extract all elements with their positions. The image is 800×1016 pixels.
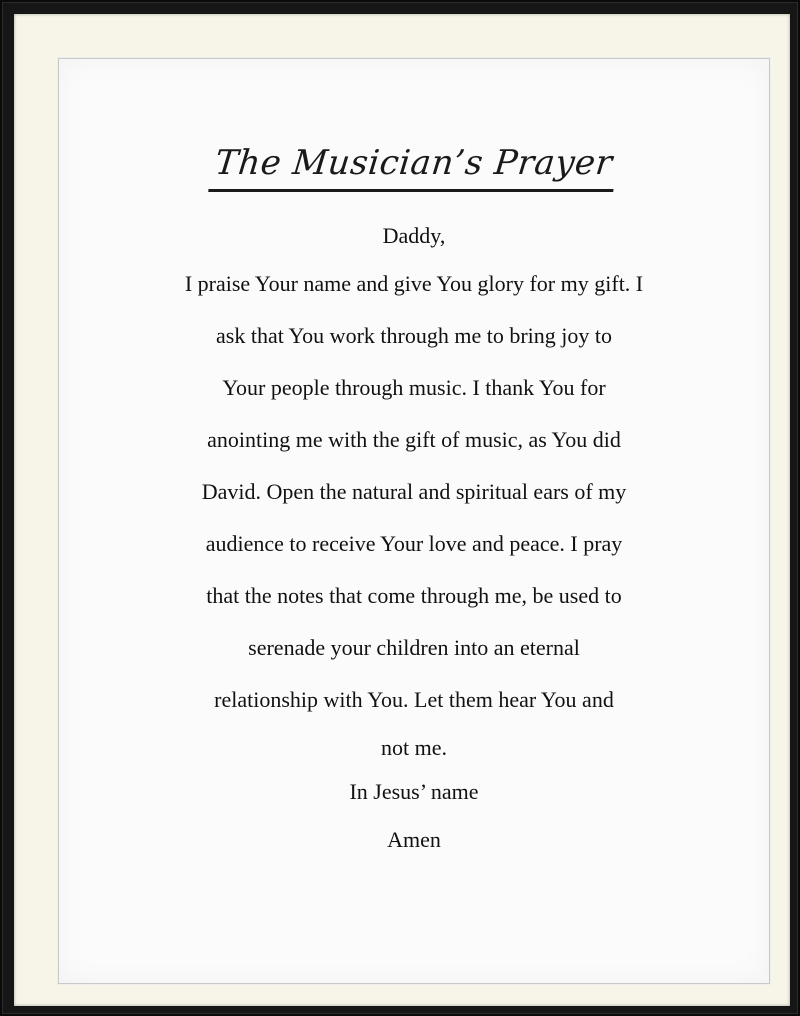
prayer-text [59,214,769,866]
prayer-line: audience to receive Your love and peace. I pray [205,531,623,556]
prayer-line: ask that You work through me to bring joy to [216,323,612,348]
title-container [59,139,769,192]
prayer-line: David. Open the natural and spiritual ears of my [201,479,627,504]
prayer-line: serenade your children into an eternal [248,635,580,660]
frame-mat [14,14,790,1006]
signoff: Amen [387,827,441,852]
closing-line: In Jesus’ name [349,779,479,804]
prayer-page [58,58,770,984]
prayer-line: not me. [381,735,447,760]
prayer-line: that the notes that come through me, be used to [206,583,622,608]
prayer-line: relationship with You. Let them hear You and [214,687,614,712]
page-title: The Musician’s Prayer [209,139,620,192]
prayer-line: Your people through music. I thank You for [222,375,606,400]
salutation: Daddy, [382,223,446,248]
prayer-line: I praise Your name and give You glory for my gift. I [184,271,644,296]
prayer-line: anointing me with the gift of music, as You did [207,427,621,452]
